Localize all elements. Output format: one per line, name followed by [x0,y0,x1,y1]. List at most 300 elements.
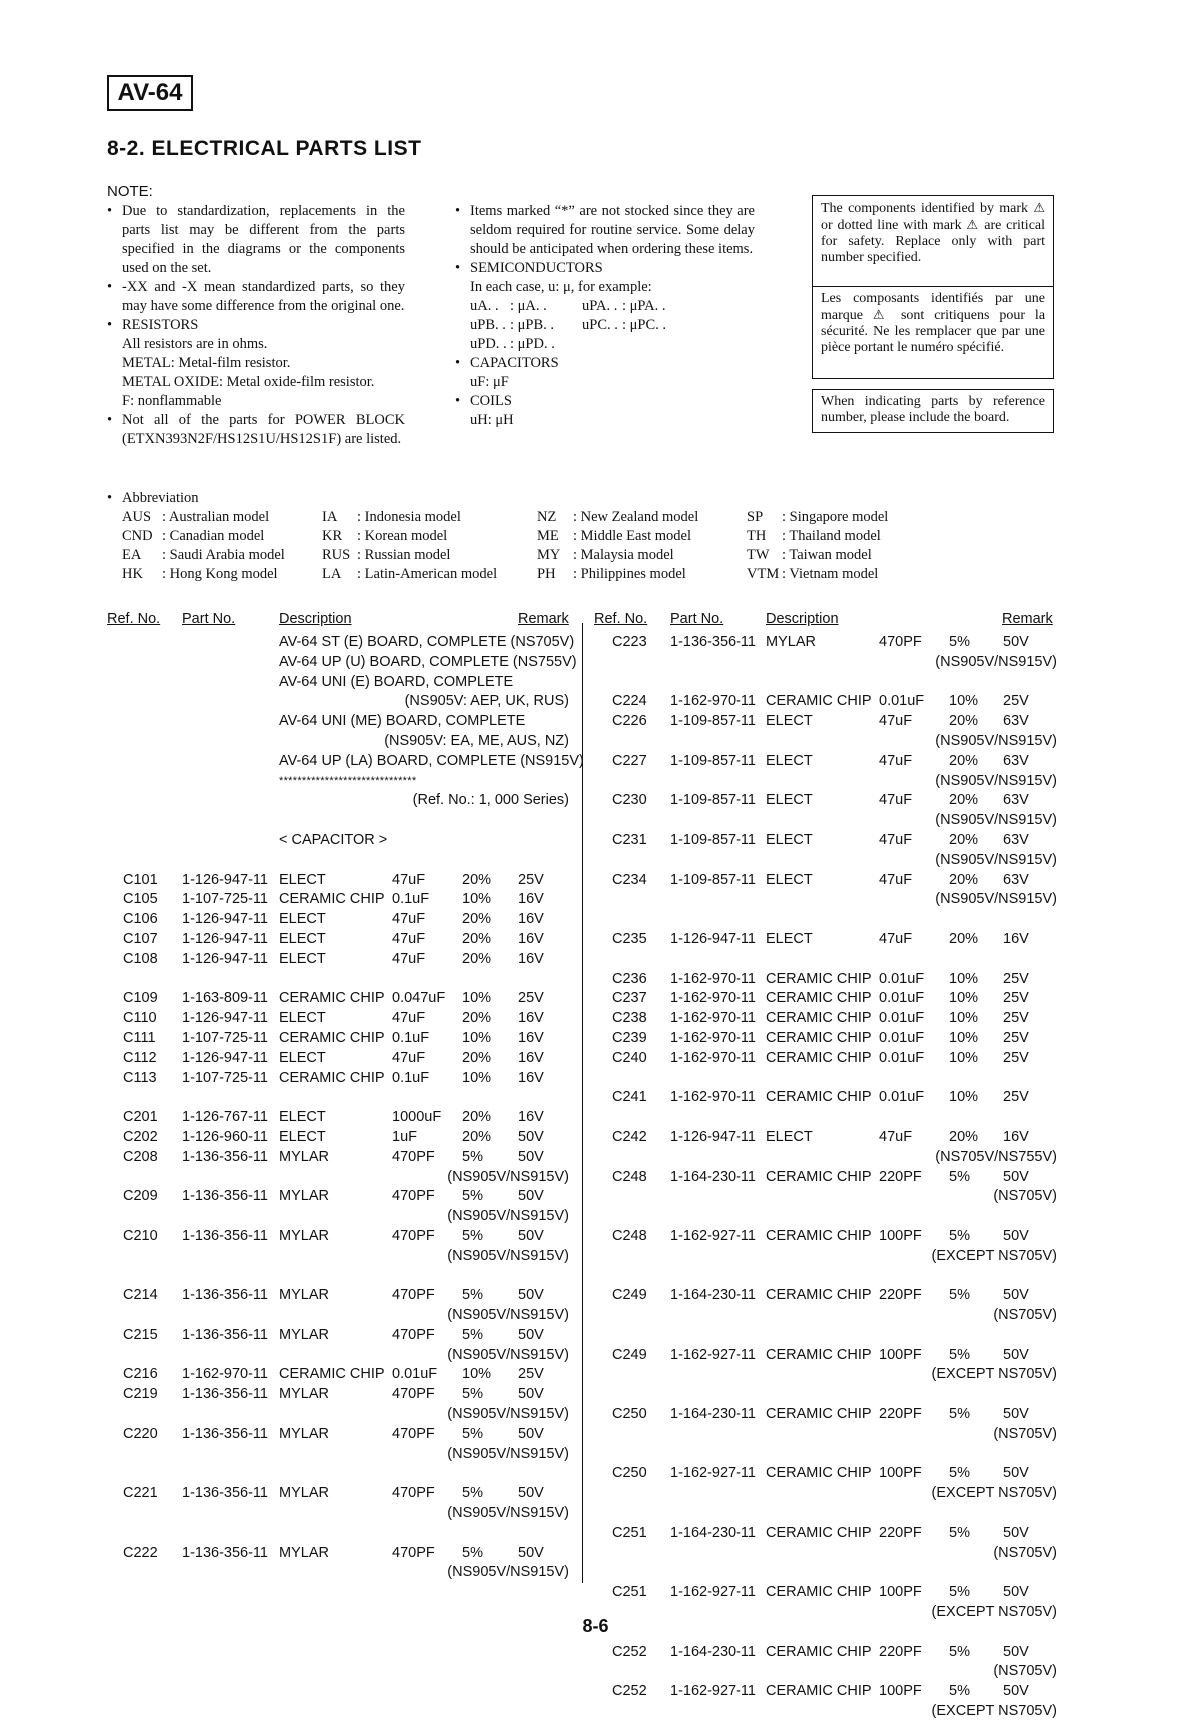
part-no: 1-109-857-11 [670,871,756,888]
rating: 25V [518,871,544,888]
abbreviation-meaning: : Indonesia model [357,509,461,525]
header-description: Description [766,611,839,627]
rating: 63V [1003,713,1029,730]
abbreviation-label: • Abbreviation [107,489,199,508]
tolerance: 20% [949,930,979,947]
part-no: 1-126-947-11 [182,1049,268,1066]
part-no: 1-126-947-11 [182,1010,268,1027]
safety-en-1: The components identified by mark [821,201,1029,216]
tolerance: 5% [462,1188,483,1205]
part-no: 1-136-356-11 [670,634,756,650]
part-row [0,1425,580,1445]
ref-no: C238 [612,1010,647,1027]
part-no: 1-162-927-11 [670,1584,756,1601]
tolerance: 20% [462,1010,492,1027]
tolerance: 5% [949,1465,970,1482]
tolerance: 10% [949,693,979,710]
part-no: 1-126-947-11 [182,871,268,888]
ref-no: C250 [612,1465,647,1482]
ref-no: C248 [612,1168,647,1185]
abbreviation-meaning: : Singapore model [782,509,889,525]
rating: 16V [1003,930,1029,947]
intro-line: AV-64 UNI (E) BOARD, COMPLETE [279,673,514,690]
note-coils [455,392,755,430]
value: 47uF [879,1128,913,1145]
abbreviation-code: EA [122,547,142,563]
rating: 50V [1003,1168,1029,1185]
part-remark-row [587,1306,1057,1326]
remark: (NS905V/NS915V) [935,851,1057,868]
abbreviation-item [122,546,285,565]
ref-no: C241 [612,1089,647,1106]
abbreviation-item [537,565,698,584]
rating: 63V [1003,752,1029,769]
value: 470PF [392,1485,435,1502]
intro-line: ****************************** [279,774,417,787]
part-row [0,890,580,910]
value: 220PF [879,1406,922,1423]
value: 100PF [879,1683,922,1700]
capacitor-heading: < CAPACITOR > [279,831,388,848]
part-row [587,791,1057,811]
abbreviation-meaning: : Philippines model [573,566,686,582]
resistors-metal: METAL: Metal-film resistor. [122,355,291,371]
intro-line: (Ref. No.: 1, 000 Series) [412,792,569,809]
rating: 16V [518,911,544,928]
rating: 50V [518,1386,544,1403]
abbreviation-meaning: : Korean model [357,528,448,544]
part-row [0,1365,580,1385]
parts-table-left [0,633,584,1583]
part-no: 1-162-970-11 [670,693,756,710]
value: 47uF [392,1049,426,1066]
abbreviation-code: VTM [747,566,780,582]
part-no: 1-126-947-11 [182,950,268,967]
abbreviation-code: NZ [537,509,557,525]
tolerance: 10% [462,1069,492,1086]
semi-example-cell: uPA. . [582,298,618,314]
abbreviation-code: RUS [322,547,351,563]
tolerance: 10% [462,990,492,1007]
safety-en-2: or dotted line with mark [821,218,962,233]
resistors-title: • RESISTORS [122,317,199,333]
ref-no: C239 [612,1029,647,1046]
ref-no: C113 [123,1069,157,1086]
part-no: 1-126-947-11 [670,930,756,947]
semiconductor-examples [455,297,755,354]
part-no: 1-136-356-11 [182,1148,268,1165]
warning-triangle-icon: ⚠ [966,217,980,232]
tolerance: 5% [949,1168,970,1185]
abbreviation-code: MY [537,547,561,563]
ref-no: C107 [123,930,158,947]
abbreviation-code: SP [747,509,764,525]
part-no: 1-126-947-11 [182,911,268,928]
part-row [587,1286,1057,1306]
ref-no: C220 [123,1425,158,1442]
value: 0.1uF [392,1069,430,1086]
remark: (NS905V/NS915V) [447,1208,569,1225]
ref-no: C240 [612,1049,647,1066]
tolerance: 5% [949,1524,970,1541]
ref-no: C111 [123,1029,156,1046]
value: 100PF [879,1346,922,1363]
part-row [0,1108,580,1128]
remark: (EXCEPT NS705V) [931,1485,1057,1502]
tolerance: 5% [949,1287,970,1304]
remark: (NS905V/NS915V) [447,1168,569,1185]
abbreviation-code: IA [322,509,338,525]
description: ELECT [279,871,326,888]
capacitors-title: • CAPACITORS [470,355,559,371]
part-no: 1-162-970-11 [182,1366,268,1383]
description: ELECT [766,871,813,888]
part-no: 1-162-970-11 [670,1029,756,1046]
abbreviation-meaning: : Australian model [162,509,270,525]
part-remark-row [0,1306,580,1326]
abbreviation-meaning: : Hong Kong model [162,566,278,582]
remark: (NS705V/NS755V) [935,1148,1057,1165]
rating: 16V [518,950,544,967]
part-no: 1-136-356-11 [182,1386,268,1403]
abbreviation-item [322,565,497,584]
ref-no: C230 [612,792,647,809]
description: ELECT [279,911,326,928]
value: 0.01uF [879,1029,925,1046]
remark: (NS905V/NS915V) [447,1307,569,1324]
rating: 50V [518,1148,544,1165]
semi-example-cell: : μA. . [510,298,547,314]
remark: (NS905V/NS915V) [447,1406,569,1423]
tolerance: 5% [462,1227,483,1244]
note-capacitors [455,354,755,392]
value: 100PF [879,1465,922,1482]
part-row [587,1088,1057,1108]
tolerance: 20% [462,1109,492,1126]
tolerance: 20% [462,1128,492,1145]
part-row [0,1286,580,1306]
description: CERAMIC CHIP [766,1168,872,1185]
remark: (NS705V) [993,1188,1057,1205]
rating: 50V [1003,1584,1029,1601]
ref-no: C231 [612,831,647,848]
value: 0.01uF [879,1049,925,1066]
description: MYLAR [766,634,816,650]
note-standardization: • Due to standardization, replacements in the parts list may be different from the parts specified in the diagrams or the components used on the set. [107,202,405,278]
part-no: 1-164-230-11 [670,1406,756,1423]
tolerance: 10% [949,970,979,987]
part-remark-row [0,1445,580,1465]
rating: 63V [1003,871,1029,888]
semi-example-cell: : μPC. . [622,317,667,333]
description: CERAMIC CHIP [766,990,872,1007]
part-no: 1-164-230-11 [670,1524,756,1541]
part-no: 1-109-857-11 [670,713,756,730]
remark: (NS905V/NS915V) [935,891,1057,908]
part-remark-row [587,772,1057,792]
description: ELECT [766,792,813,809]
tolerance: 10% [949,1089,979,1106]
remark: (NS905V/NS915V) [935,812,1057,829]
semi-example-cell: uPC. . [582,317,618,333]
description: CERAMIC CHIP [279,891,385,908]
abbreviation-code: AUS [122,509,152,525]
part-no: 1-162-927-11 [670,1465,756,1482]
description: ELECT [766,831,813,848]
rating: 16V [1003,1128,1029,1145]
ref-no: C210 [123,1227,158,1244]
part-no: 1-136-356-11 [182,1227,268,1244]
part-no: 1-162-970-11 [670,970,756,987]
description: MYLAR [279,1425,329,1442]
part-row [0,1544,580,1564]
part-no: 1-136-356-11 [182,1188,268,1205]
rating: 16V [518,1029,544,1046]
abbreviation-item [537,527,698,546]
part-row [587,1168,1057,1188]
part-row [0,1069,580,1089]
description: CERAMIC CHIP [766,1029,872,1046]
description: MYLAR [279,1326,329,1343]
part-row [587,1464,1057,1484]
rating: 50V [518,1326,544,1343]
part-remark-row [587,1365,1057,1385]
intro-line: AV-64 ST (E) BOARD, COMPLETE (NS705V) [279,634,575,650]
abbreviation-item [122,565,285,584]
part-row [587,692,1057,712]
abbreviation-meaning: : Latin-American model [357,566,498,582]
description: CERAMIC CHIP [766,693,872,710]
part-remark-row [587,1425,1057,1445]
value: 1uF [392,1128,417,1145]
ref-no: C101 [123,871,158,888]
header-part-no: Part No. [670,611,724,627]
ref-no: C224 [612,693,647,710]
description: CERAMIC CHIP [766,1524,872,1541]
part-no: 1-109-857-11 [670,752,756,769]
part-row [0,989,580,1009]
part-remark-row [587,653,1057,673]
value: 0.1uF [392,1029,430,1046]
part-row [587,1524,1057,1544]
value: 47uF [392,930,426,947]
description: CERAMIC CHIP [279,1029,385,1046]
tolerance: 5% [949,1643,970,1660]
rating: 63V [1003,792,1029,809]
value: 47uF [392,911,426,928]
header-ref-no: Ref. No. [594,611,648,627]
part-remark-row [0,1207,580,1227]
description: CERAMIC CHIP [766,1089,872,1106]
part-no: 1-136-356-11 [182,1544,268,1561]
intro-line: AV-64 UP (U) BOARD, COMPLETE (NS755V) [279,653,577,670]
value: 0.01uF [879,1010,925,1027]
value: 0.01uF [392,1366,438,1383]
semiconductors-title: • SEMICONDUCTORS [470,260,603,276]
abbreviation-item [537,546,698,565]
ref-no: C112 [123,1049,157,1066]
ref-no: C216 [123,1366,158,1383]
value: 220PF [879,1287,922,1304]
part-remark-row [587,1187,1057,1207]
notes-left [107,202,405,449]
rating: 50V [1003,1227,1029,1244]
safety-fr-1: Les composants identifiés par une marque [821,291,1045,323]
part-no: 1-126-947-11 [670,1128,756,1145]
part-no: 1-109-857-11 [670,831,756,848]
tolerance: 10% [462,891,492,908]
ref-no: C236 [612,970,647,987]
intro-line: AV-64 UNI (ME) BOARD, COMPLETE [279,713,526,730]
abbreviation-code: LA [322,566,342,582]
safety-fr-3: Ne les remplacer que par une pièce portant le numéro spécifié. [821,324,1046,355]
intro-line: (NS905V: EA, ME, AUS, NZ) [384,732,569,749]
value: 470PF [392,1425,435,1442]
description: MYLAR [279,1386,329,1403]
part-remark-row [0,1168,580,1188]
semi-example-cell: uA. . [470,298,499,314]
safety-note-french [812,287,1054,379]
abbreviation-code: CND [122,528,153,544]
rating: 50V [1003,634,1029,650]
ref-no: C108 [123,950,158,967]
description: ELECT [766,1128,813,1145]
model-label: AV-64 [107,75,193,111]
abbreviation-column [747,508,888,584]
tolerance: 20% [949,871,979,888]
abbreviation-item [747,565,888,584]
value: 47uF [879,930,913,947]
safety-note-english [812,195,1054,287]
note-power-block: • Not all of the parts for POWER BLOCK (ETXN393N2F/HS12S1U/HS12S1F) are listed. [107,411,405,449]
ref-no: C201 [123,1109,158,1126]
part-remark-row [0,1346,580,1366]
tolerance: 5% [462,1287,483,1304]
part-row [0,1049,580,1069]
ref-no: C223 [612,634,647,650]
parts-table-right [587,633,1057,1722]
rating: 25V [1003,693,1029,710]
part-remark-row [0,1504,580,1524]
part-no: 1-126-960-11 [182,1128,268,1145]
part-row [587,1227,1057,1247]
part-row [0,1187,580,1207]
part-remark-row [587,1662,1057,1682]
remark: (EXCEPT NS705V) [931,1703,1057,1720]
tolerance: 20% [949,1128,979,1145]
part-no: 1-162-970-11 [670,1049,756,1066]
part-no: 1-107-725-11 [182,1029,268,1046]
abbreviation-meaning: : Russian model [357,547,451,563]
part-remark-row [0,1405,580,1425]
header-part-no: Part No. [182,611,236,627]
description: ELECT [279,1128,326,1145]
ref-no: C252 [612,1683,647,1700]
remark: (NS905V/NS915V) [447,1346,569,1363]
tolerance: 20% [949,831,979,848]
ref-no: C106 [123,911,158,928]
value: 1000uF [392,1109,442,1126]
abbreviation-meaning: : Taiwan model [782,547,872,563]
remark: (NS905V/NS915V) [447,1247,569,1264]
value: 470PF [392,1326,435,1343]
tolerance: 5% [949,634,970,650]
tolerance: 10% [949,1010,979,1027]
part-row [587,930,1057,950]
part-no: 1-162-927-11 [670,1683,756,1700]
description: MYLAR [279,1544,329,1561]
safety-en-4: Replace only with part number specified. [821,234,1046,265]
description: MYLAR [279,1485,329,1502]
coils-title: • COILS [470,393,512,409]
ref-no: C202 [123,1128,158,1145]
abbreviation-meaning: : Thailand model [782,528,881,544]
part-row [587,1009,1057,1029]
rating: 50V [1003,1346,1029,1363]
part-row [0,950,580,970]
tolerance: 20% [462,1049,492,1066]
ref-no: C251 [612,1524,647,1541]
part-no: 1-164-230-11 [670,1643,756,1660]
ref-no: C249 [612,1287,647,1304]
semi-example-cell: uPD. . [470,336,507,352]
part-no: 1-136-356-11 [182,1425,268,1442]
description: MYLAR [279,1227,329,1244]
value: 47uF [879,831,913,848]
intro-line: (NS905V: AEP, UK, RUS) [404,693,569,710]
tolerance: 5% [462,1386,483,1403]
abbreviation-meaning: : New Zealand model [573,509,699,525]
part-row [0,871,580,891]
part-row [0,1128,580,1148]
abbreviation-code: PH [537,566,556,582]
description: CERAMIC CHIP [766,970,872,987]
abbreviation-meaning: : Canadian model [162,528,265,544]
part-remark-row [587,1702,1057,1722]
tolerance: 10% [949,990,979,1007]
part-remark-row [0,1247,580,1267]
abbreviation-item [322,508,497,527]
ref-no: C221 [123,1485,158,1502]
tolerance: 20% [462,950,492,967]
part-no: 1-136-356-11 [182,1287,268,1304]
part-row [0,1385,580,1405]
value: 47uF [392,950,426,967]
ref-no: C219 [123,1386,158,1403]
rating: 16V [518,930,544,947]
rating: 50V [518,1485,544,1502]
part-row [587,831,1057,851]
abbreviation-meaning: : Saudi Arabia model [162,547,285,563]
tolerance: 5% [462,1425,483,1442]
part-row [0,1148,580,1168]
value: 0.01uF [879,1089,925,1106]
value: 100PF [879,1227,922,1244]
part-no: 1-162-970-11 [670,1089,756,1106]
resistors-ohms: All resistors are in ohms. [122,336,268,352]
part-remark-row [0,1563,580,1583]
value: 470PF [392,1148,435,1165]
rating: 50V [1003,1683,1029,1700]
description: CERAMIC CHIP [766,1049,872,1066]
rating: 50V [518,1227,544,1244]
abbreviation-item [747,546,888,565]
tolerance: 5% [949,1406,970,1423]
ref-no: C248 [612,1227,647,1244]
part-row [587,1682,1057,1702]
value: 470PF [392,1386,435,1403]
rating: 50V [518,1544,544,1561]
